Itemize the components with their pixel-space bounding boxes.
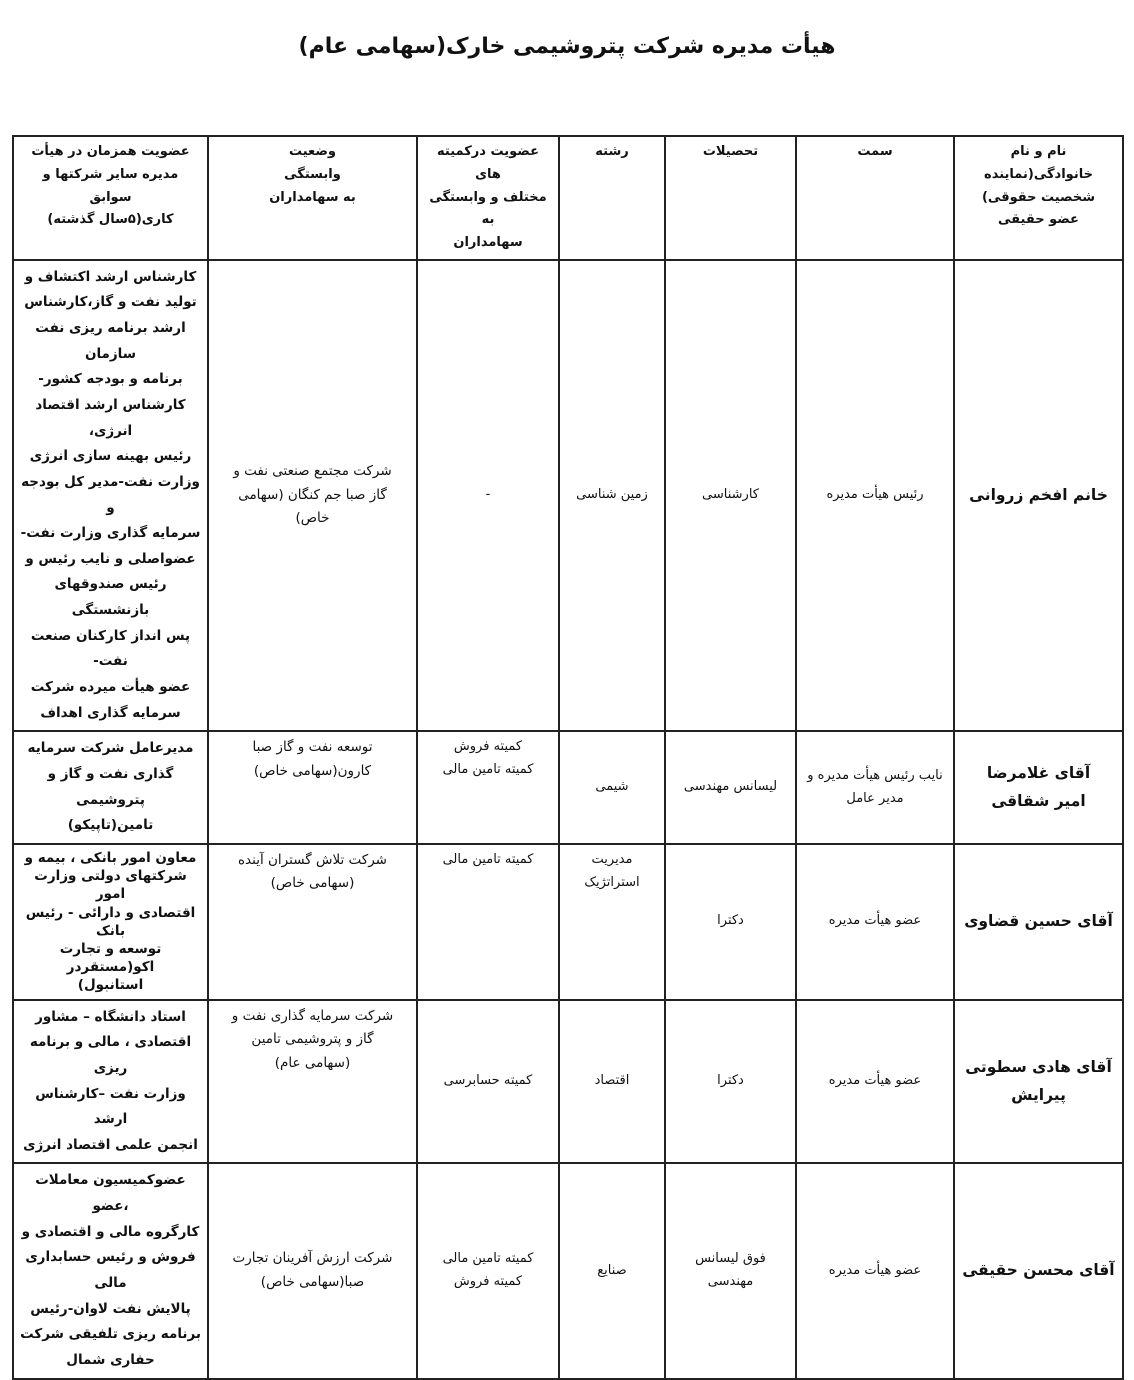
cell-field: اقتصاد (559, 1000, 665, 1164)
cell-education: فوق لیسانس مهندسی (665, 1163, 796, 1378)
cell-name: آقای محسن حقیقی (954, 1163, 1123, 1378)
table-row (13, 260, 1123, 732)
header-other: عضویت همزمان در هیأت مدیره سایر شرکتها و سوابق کاری(۵سال گذشته) (13, 136, 208, 260)
cell-other: کارشناس ارشد اکتشاف و تولید نفت و گاز،کارشناس ارشد برنامه ریزی نفت سازمان برنامه و بودجه کشور- کارشناس ارشد اقتصاد انرژی، رئیس بهینه سازی انرژی وزارت نفت-مدیر کل بودجه و سرمایه گذاری وزارت نفت- عضواصلی و نایب رئیس و رئیس صندوقهای بازنشستگی پس انداز کارکنان صنعت نفت- عضو هیأت میرده شرکت سرمایه گذاری اهداف (13, 260, 208, 732)
cell-field: صنایع (559, 1163, 665, 1378)
cell-post: نایب رئیس هیأت مدیره و مدیر عامل (796, 731, 954, 844)
cell-post: عضو هیأت مدیره (796, 1163, 954, 1378)
header-field: رشته (559, 136, 665, 260)
cell-other: مدیرعامل شرکت سرمایه گذاری نفت و گاز و پتروشیمی تامین(تاپیکو) (13, 731, 208, 844)
cell-status: شرکت سرمایه گذاری نفت و گاز و پتروشیمی تامین (سهامی عام) (208, 1000, 417, 1164)
cell-committee: کمیته تامین مالی (417, 844, 559, 1000)
cell-education: دکترا (665, 1000, 796, 1164)
cell-education: لیسانس مهندسی (665, 731, 796, 844)
cell-field: شیمی (559, 731, 665, 844)
cell-status: شرکت ارزش آفرینان تجارت صبا(سهامی خاص) (208, 1163, 417, 1378)
cell-post: عضو هیأت مدیره (796, 1000, 954, 1164)
board-of-directors-table (12, 135, 1124, 1380)
header-education: تحصیلات (665, 136, 796, 260)
cell-committee: کمیته حسابرسی (417, 1000, 559, 1164)
cell-field: مدیریت استراتژیک (559, 844, 665, 1000)
cell-post: عضو هیأت مدیره (796, 844, 954, 1000)
page-title: هیأت مدیره شرکت پتروشیمی خارک(سهامی عام) (298, 34, 836, 59)
cell-field: زمین شناسی (559, 260, 665, 732)
cell-other: عضوکمیسیون معاملات ،عضو کارگروه مالی و اقتصادی و فروش و رئیس حسابداری مالی پالایش نفت لاوان-رئیس برنامه ریزی تلفیقی شرکت حفاری شمال (13, 1163, 208, 1378)
cell-name: آقای حسین قضاوی (954, 844, 1123, 1000)
cell-other: معاون امور بانکی ، بیمه و شرکتهای دولتی وزارت امور اقتصادی و دارائی - رئیس بانک توسعه و تجارت اکو(مستقردر استانبول) (13, 844, 208, 1000)
header-status: وضعیت وابستگی به سهامداران (208, 136, 417, 260)
header-name: نام و نام خانوادگی(نماینده شخصیت حقوقی) عضو حقیقی (954, 136, 1123, 260)
cell-status: شرکت تلاش گستران آینده (سهامی خاص) (208, 844, 417, 1000)
table-row (13, 1000, 1123, 1164)
cell-name: آقای هادی سطوتی پیرایش (954, 1000, 1123, 1164)
table-row (13, 844, 1123, 1000)
table-header-row (13, 136, 1123, 260)
cell-committee: - (417, 260, 559, 732)
cell-other: استاد دانشگاه – مشاور اقتصادی ، مالی و برنامه ریزی وزارت نفت –کارشناس ارشد انجمن علمی اقتصاد انرژی (13, 1000, 208, 1164)
header-committee: عضویت درکمیته های مختلف و وابستگی به سهامداران (417, 136, 559, 260)
cell-name: آقای غلامرضا امیر شقاقی (954, 731, 1123, 844)
cell-education: دکترا (665, 844, 796, 1000)
cell-post: رئیس هیأت مدیره (796, 260, 954, 732)
cell-status: توسعه نفت و گاز صبا کارون(سهامی خاص) (208, 731, 417, 844)
cell-education: کارشناسی (665, 260, 796, 732)
cell-name: خانم افخم زروانی (954, 260, 1123, 732)
header-post: سمت (796, 136, 954, 260)
cell-committee: کمیته فروش کمیته تامین مالی (417, 731, 559, 844)
cell-committee: کمیته تامین مالی کمیته فروش (417, 1163, 559, 1378)
cell-status: شرکت مجتمع صنعتی نفت و گاز صبا جم کنگان (سهامی خاص) (208, 260, 417, 732)
table-row (13, 731, 1123, 844)
table-row (13, 1163, 1123, 1378)
